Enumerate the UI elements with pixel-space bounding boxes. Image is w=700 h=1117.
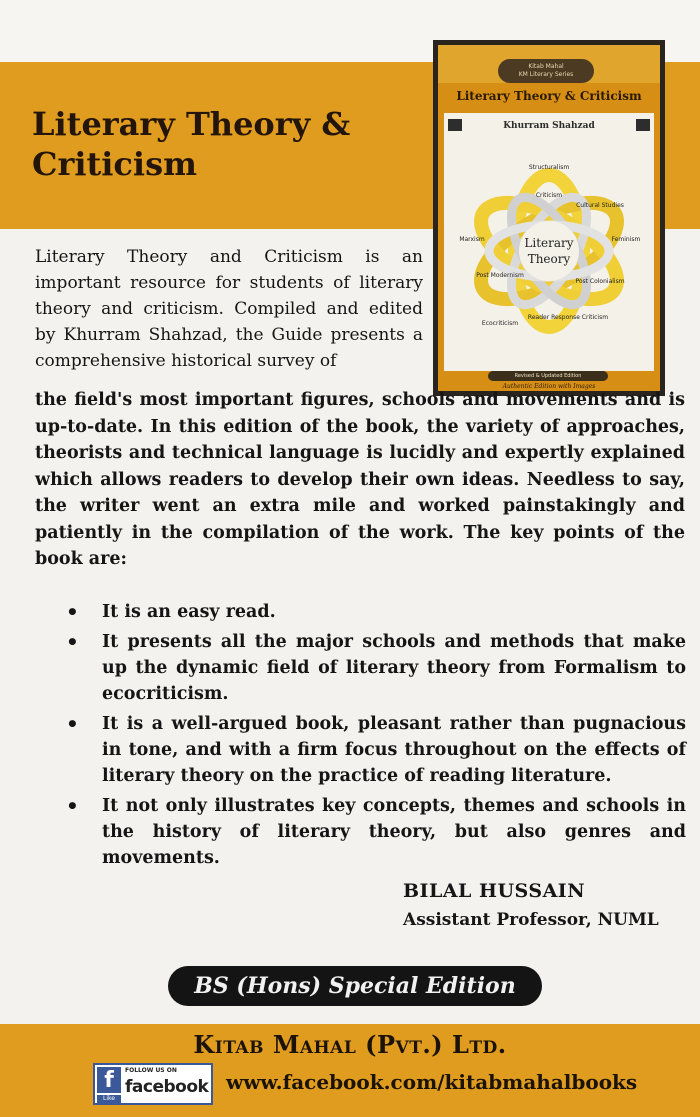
ring-label: Criticism bbox=[535, 192, 563, 199]
cover-edition-sub: Authentic Edition with Images bbox=[502, 383, 596, 390]
center-label-line1: Literary bbox=[524, 236, 574, 250]
facebook-follow-text: FOLLOW US ON bbox=[125, 1067, 177, 1074]
key-point: • It presents all the major schools and methods that make up the dynamic field of literary theory from Formalism to ecocriticism. bbox=[66, 629, 686, 707]
ring-label: Cultural Studies bbox=[576, 202, 624, 209]
book-title: Literary Theory & Criticism bbox=[32, 105, 351, 183]
description-paragraph: the field's most important figures, schools and movements and is up-to-date. In this edition of the book, the variety of approaches, theorists and technical language is lucidly and expertly explained which allows readers to develop their own ideas. Needless to say, the writer went an extra mile and worked painstakingly and patiently in the compilation of the work. The key points of the book are: bbox=[35, 390, 685, 569]
cover-series-badge bbox=[498, 59, 594, 83]
ring-label: Post Modernism bbox=[476, 272, 524, 279]
diagram-center bbox=[519, 221, 579, 281]
ring-label: Post Colonialism bbox=[575, 278, 625, 285]
key-points-list bbox=[66, 599, 686, 875]
cover-author: Khurram Shahzad bbox=[503, 121, 595, 131]
ring-label: Structuralism bbox=[528, 164, 570, 171]
cover-edition-badge: Revised & Updated Edition bbox=[488, 371, 608, 381]
theory-ring-diagram bbox=[450, 137, 648, 365]
ring-label: Marxism bbox=[459, 236, 485, 243]
cover-inner bbox=[438, 45, 660, 391]
facebook-url-link[interactable]: www.facebook.com/kitabmahalbooks bbox=[226, 1070, 638, 1094]
cover-series-line1: Kitab Mahal bbox=[528, 63, 564, 70]
facebook-wordmark: facebook bbox=[125, 1077, 209, 1097]
center-label-line2: Theory bbox=[527, 252, 571, 266]
facebook-follow-badge[interactable] bbox=[93, 1063, 213, 1105]
intro-paragraph: Literary Theory and Criticism is an important resource for students of literary theory and criticism. Compiled and edited by Khurram Shahzad, the Guide presents a comprehensive historical survey of bbox=[35, 247, 423, 371]
publisher-name: Kitab Mahal (Pvt.) Ltd. bbox=[193, 1030, 507, 1059]
key-point: • It not only illustrates key concepts, themes and schools in the history of literary theory, but also genres and movements. bbox=[66, 793, 686, 871]
ring-label: Reader Response Criticism bbox=[527, 314, 609, 321]
facebook-icon: f bbox=[97, 1067, 121, 1093]
facebook-like-label: Like bbox=[97, 1095, 121, 1103]
cover-panel bbox=[444, 113, 654, 371]
reviewer-title: Assistant Professor, NUML bbox=[403, 910, 659, 930]
special-edition-badge: BS (Hons) Special Edition bbox=[168, 966, 542, 1006]
ring-label: Ecocriticism bbox=[481, 320, 519, 327]
key-point: • It is a well-argued book, pleasant rather than pugnacious in tone, and with a firm focus throughout on the effects of literary theory on the practice of reading literature. bbox=[66, 711, 686, 789]
reviewer-name: BILAL HUSSAIN bbox=[403, 880, 586, 902]
cover-series-line2: KM Literary Series bbox=[518, 71, 574, 78]
ring-label: Feminism bbox=[611, 236, 641, 243]
key-point: • It is an easy read. bbox=[66, 599, 686, 625]
book-cover-thumbnail bbox=[433, 40, 665, 396]
cover-title: Literary Theory & Criticism bbox=[456, 89, 642, 103]
